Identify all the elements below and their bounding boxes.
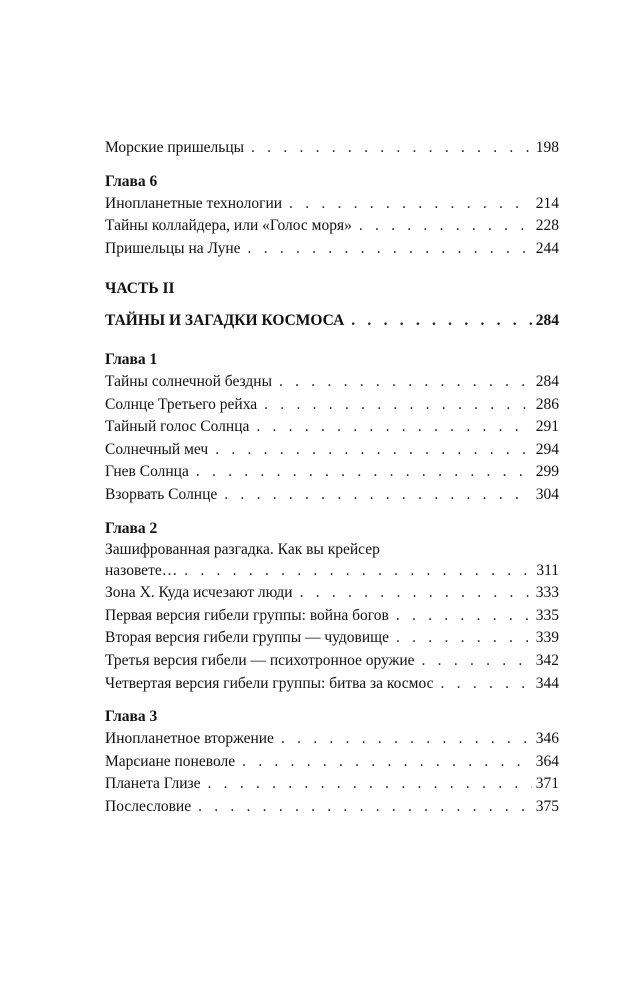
toc-entry-page: 333 <box>535 584 559 602</box>
dot-leader <box>359 215 532 238</box>
toc-entry-page: 294 <box>535 440 559 458</box>
toc-entry-title: Тайны коллайдера, или «Голос моря» <box>105 217 352 235</box>
toc-entry[interactable] <box>105 193 559 216</box>
toc-entry-title: Солнечный меч <box>105 440 209 458</box>
toc-entry-multiline[interactable] <box>105 540 559 583</box>
toc-entry[interactable] <box>105 416 559 439</box>
dot-leader <box>256 416 531 439</box>
toc-entry-title: ТАЙНЫ И ЗАГАДКИ КОСМОСА <box>105 312 345 330</box>
toc-entry-page: 311 <box>536 561 559 579</box>
toc-entry-title: Взорвать Солнце <box>105 485 218 503</box>
toc-entry-title: Тайный голос Солнца <box>105 418 250 436</box>
toc-entry[interactable] <box>105 394 559 417</box>
toc-entry-page: 342 <box>535 651 559 669</box>
toc-entry-title: Солнце Третьего рейха <box>105 395 258 413</box>
toc-entry[interactable] <box>105 238 559 261</box>
toc-entry-page: 335 <box>535 606 559 624</box>
part-heading: ЧАСТЬ II <box>105 280 175 298</box>
toc-entry-title: Гнев Солнца <box>105 463 189 481</box>
toc-entry-title: Вторая версия гибели группы — чудовище <box>105 629 389 647</box>
toc-entry-page: 346 <box>535 730 559 748</box>
toc-entry[interactable] <box>105 461 559 484</box>
toc-entry-part-title[interactable] <box>105 310 559 333</box>
dot-leader <box>224 484 531 507</box>
toc-entry[interactable] <box>105 650 559 673</box>
toc-entry-title: Инопланетные технологии <box>105 194 283 212</box>
toc-entry-page: 364 <box>535 752 559 770</box>
toc-entry[interactable] <box>105 627 559 650</box>
chapter-heading: Глава 6 <box>105 172 158 190</box>
dot-leader <box>396 605 532 628</box>
toc-entry[interactable] <box>105 605 559 628</box>
toc-entry-page: 344 <box>535 674 559 692</box>
dot-leader <box>251 137 532 160</box>
toc-entry[interactable] <box>105 484 559 507</box>
dot-leader <box>184 560 532 583</box>
toc-entry-page: 198 <box>535 139 559 156</box>
toc-entry-title: Пришельцы на Луне <box>105 239 241 257</box>
dot-leader <box>198 796 532 819</box>
dot-leader <box>215 439 532 462</box>
toc-entry[interactable] <box>105 673 559 696</box>
dot-leader <box>196 461 532 484</box>
toc-entry-title: Четвертая версия гибели группы: битва за космос <box>105 674 434 692</box>
dot-leader <box>208 773 532 796</box>
toc-entry[interactable] <box>105 215 559 238</box>
chapter-heading: Глава 2 <box>105 519 158 537</box>
toc-entry[interactable] <box>105 773 559 796</box>
dot-leader <box>300 582 532 605</box>
toc-entry-title: Инопланетное вторжение <box>105 730 274 748</box>
toc-entry-title: Планета Глизе <box>105 775 201 793</box>
toc-entry-title: Марсиане поневоле <box>105 752 236 770</box>
toc-entry-page: 299 <box>535 463 559 481</box>
toc-entry-page: 244 <box>535 239 559 257</box>
dot-leader <box>289 193 532 216</box>
chapter-heading: Глава 3 <box>105 708 158 726</box>
dot-leader <box>396 627 532 650</box>
toc-entry-title-line2: назовете… <box>105 561 178 579</box>
dot-leader <box>264 394 532 417</box>
chapter-heading: Глава 1 <box>105 350 158 368</box>
toc-entry-page: 284 <box>535 372 559 390</box>
table-of-contents <box>105 137 559 818</box>
toc-entry-page: 228 <box>535 217 559 235</box>
dot-leader <box>422 650 532 673</box>
toc-entry-title: Морские пришельцы <box>105 139 245 156</box>
toc-entry-title: Третья версия гибели — психотронное оружие <box>105 651 415 669</box>
dot-leader <box>281 728 532 751</box>
toc-entry[interactable] <box>105 796 559 819</box>
dot-leader <box>351 310 531 333</box>
toc-entry-page: 291 <box>535 418 559 436</box>
toc-entry[interactable] <box>105 582 559 605</box>
toc-entry-title: Первая версия гибели группы: война богов <box>105 606 389 624</box>
toc-entry-page: 284 <box>535 312 559 330</box>
toc-entry-page: 286 <box>535 395 559 413</box>
toc-entry-title: Тайны солнечной бездны <box>105 372 272 390</box>
toc-entry[interactable] <box>105 728 559 751</box>
toc-entry[interactable] <box>105 371 559 394</box>
toc-entry-page: 375 <box>535 797 559 815</box>
dot-leader <box>279 371 532 394</box>
toc-entry[interactable] <box>105 137 559 160</box>
toc-entry-title: Зона X. Куда исчезают люди <box>105 584 293 602</box>
toc-entry[interactable] <box>105 751 559 774</box>
dot-leader <box>248 238 532 261</box>
dot-leader <box>242 751 532 774</box>
toc-entry-title: Послесловие <box>105 797 192 815</box>
toc-entry[interactable] <box>105 439 559 462</box>
toc-entry-page: 304 <box>535 485 559 503</box>
toc-entry-page: 214 <box>535 194 559 212</box>
toc-entry-page: 339 <box>535 629 559 647</box>
toc-entry-title-line1: Зашифрованная разгадка. Как вы крейсер <box>105 540 380 558</box>
dot-leader <box>441 673 532 696</box>
toc-entry-page: 371 <box>535 775 559 793</box>
